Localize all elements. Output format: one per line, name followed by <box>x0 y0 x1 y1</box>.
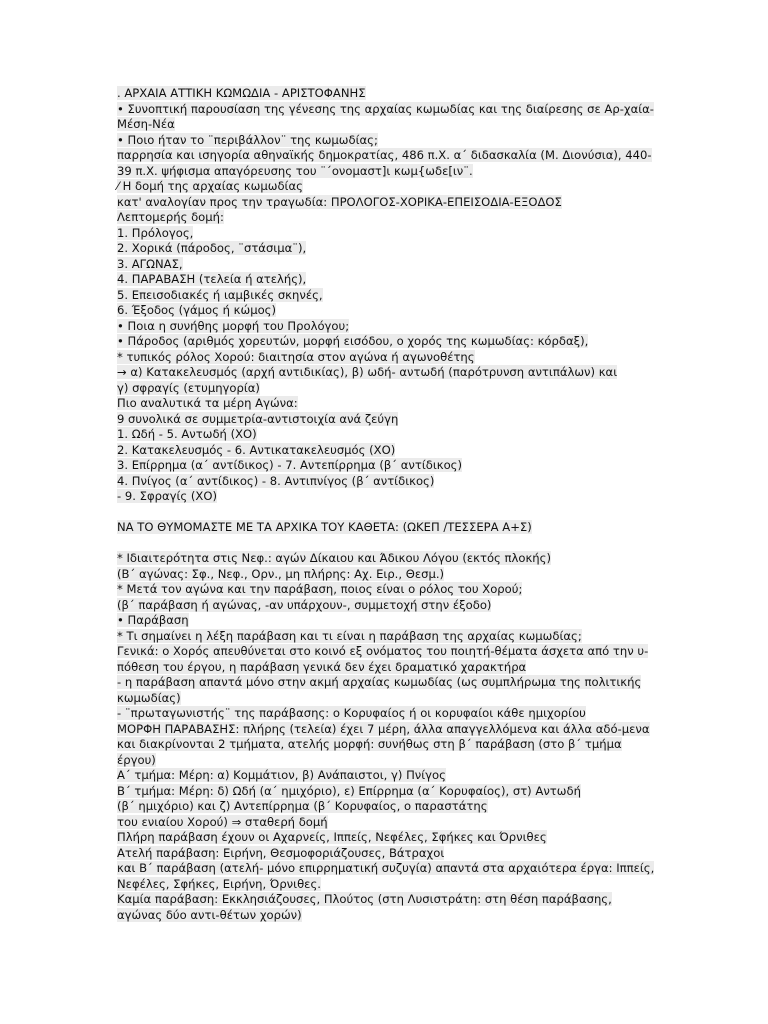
blank-line <box>117 536 657 552</box>
text-line <box>117 412 657 428</box>
text-line <box>117 567 657 583</box>
text-line <box>117 846 657 862</box>
text-line-content: 2. Χορικά (πάροδος, ¨στάσιμα¨), <box>117 241 307 255</box>
text-line-content: 39 π.Χ. ψήφισμα απαγόρευσης του ¨΄ονομαστ]ι κωμ{ωδε[ιν¨. <box>117 163 473 178</box>
text-line <box>117 706 657 722</box>
text-line <box>117 691 657 707</box>
text-line-content: Α΄ τμήμα: Μέρη: α) Κομμάτιον, β) Ανάπαιστοι, γ) Πνίγος <box>117 768 446 782</box>
text-line-content: και διακρίνονται 2 τμήματα, ατελής μορφή: συνήθως στη β΄ παράβαση (στο β΄ τμήμα <box>117 737 622 751</box>
text-line-content: 4. Πνίγος (α΄ αντίδικος) - 8. Αντιπνίγος (β΄ αντίδικος) <box>117 473 435 488</box>
text-line <box>117 86 657 102</box>
text-line-content: Γενικά: ο Χορός απευθύνεται στο κοινό εξ ονόματος του ποιητή-θέματα άσχετα από την υ- <box>117 644 649 658</box>
text-line <box>117 892 657 908</box>
text-line-content: 5. Επεισοδιακές ή ιαμβικές σκηνές, <box>117 287 323 302</box>
text-line-content: Β΄ τμήμα: Μέρη: δ) Ωδή (α΄ ημιχόριο), ε) Επίρρημα (α΄ Κορυφαίος), στ) Αντωδή <box>117 783 581 798</box>
text-line-content: - 9. Σφραγίς (ΧΟ) <box>117 489 217 503</box>
text-line <box>117 815 657 831</box>
text-line <box>117 365 657 381</box>
text-line <box>117 241 657 257</box>
text-line-content: Πλήρη παράβαση έχουν οι Αχαρνείς, Ιππείς, Νεφέλες, Σφήκες και Όρνιθες <box>117 830 547 844</box>
text-line <box>117 458 657 474</box>
text-line-content: κατ' αναλογίαν προς την τραγωδία: ΠΡΟΛΟΓΟΣ-ΧΟΡΙΚΑ-ΕΠΕΙΣΟΔΙΑ-ΕΞΟΔΟΣ <box>117 194 562 209</box>
text-line <box>117 195 657 211</box>
text-line <box>117 613 657 629</box>
text-line <box>117 427 657 443</box>
text-line-content: 1. Ωδή - 5. Αντωδή (ΧΟ) <box>117 427 257 441</box>
text-line <box>117 675 657 691</box>
text-line-content: 3. ΑΓΩΝΑΣ, <box>117 256 183 271</box>
text-line <box>117 551 657 567</box>
text-line-content: ΝΑ ΤΟ ΘΥΜΟΜΑΣΤΕ ΜΕ ΤΑ ΑΡΧΙΚΑ ΤΟΥ ΚΑΘΕΤΑ: (ΩΚΕΠ /ΤΕΣΣΕΡΑ Α+Σ) <box>117 520 532 534</box>
text-line <box>117 334 657 350</box>
text-line-content: 2. Κατακελευσμός - 6. Αντικατακελευσμός (ΧΟ) <box>117 442 396 457</box>
text-line-content: (β΄ παράβαση ή αγώνας, -αν υπάρχουν-, συμμετοχή στην έξοδο) <box>117 597 492 612</box>
text-line-content: 1. Πρόλογος, <box>117 225 194 240</box>
text-line <box>117 830 657 846</box>
text-line <box>117 489 657 505</box>
text-line-content: • Πάροδος (αριθμός χορευτών, μορφή εισόδου, ο χορός της κωμωδίας: κόρδαξ), <box>117 334 589 348</box>
text-line-content: γ) σφραγίς (ετυμηγορία) <box>117 380 260 395</box>
text-line-content: και Β΄ παράβαση (ατελή- μόνο επιρρηματική συζυγία) απαντά στα αρχαιότερα έργα: Ιππείς, <box>117 861 655 875</box>
text-line <box>117 644 657 660</box>
text-line <box>117 164 657 180</box>
text-line-content: αγώνας δύο αντι-θέτων χορών) <box>117 907 302 922</box>
text-line <box>117 257 657 273</box>
text-line-content: • Ποιο ήταν το ¨περιβάλλον¨ της κωμωδίας; <box>117 132 378 147</box>
text-line-content: 6. Έξοδος (γάμος ή κώμος) <box>117 303 276 317</box>
text-line <box>117 303 657 319</box>
text-line-content: 3. Επίρρημα (α΄ αντίδικος) - 7. Αντεπίρρημα (β΄ αντίδικος) <box>117 458 463 472</box>
text-line-content: ⁄ Η δομή της αρχαίας κωμωδίας <box>117 179 303 193</box>
text-line-content: κωμωδίας) <box>117 690 181 705</box>
text-line-content: → α) Κατακελευσμός (αρχή αντιδικίας), β) ωδή- αντωδή (παρότρυνση αντιπάλων) και <box>117 365 618 379</box>
text-line-content: Ατελή παράβαση: Ειρήνη, Θεσμοφοριάζουσες, Βάτραχοι <box>117 845 445 860</box>
text-line <box>117 877 657 893</box>
text-line <box>117 210 657 226</box>
text-line-content: έργου) <box>117 752 156 767</box>
text-line-content: παρρησία και ισηγορία αθηναϊκής δημοκρατίας, 486 π.Χ. α΄ διδασκαλία (Μ. Διονύσια), 440- <box>117 148 652 162</box>
text-line <box>117 179 657 195</box>
text-line-content: Πιο αναλυτικά τα μέρη Αγώνα: <box>117 396 298 410</box>
text-line <box>117 629 657 645</box>
text-line <box>117 582 657 598</box>
text-line-content: Νεφέλες, Σφήκες, Ειρήνη, Όρνιθες. <box>117 876 321 891</box>
text-line <box>117 381 657 397</box>
blank-line <box>117 505 657 521</box>
text-line-content: 9 συνολικά σε συμμετρία-αντιστοιχία ανά ζεύγη <box>117 411 399 426</box>
text-line-content: Καμία παράβαση: Εκκλησιάζουσες, Πλούτος (στη Λυσιστράτη: στη θέση παράβασης, <box>117 892 612 906</box>
text-line-content: - ¨πρωταγωνιστής¨ της παράβασης: ο Κορυφαίος ή οι κορυφαίοι κάθε ημιχορίου <box>117 706 586 720</box>
text-line <box>117 443 657 459</box>
text-line-content: - η παράβαση απαντά μόνο στην ακμή αρχαίας κωμωδίας (ως συμπλήρωμα της πολιτικής <box>117 675 642 689</box>
text-line <box>117 226 657 242</box>
text-line <box>117 272 657 288</box>
text-line <box>117 350 657 366</box>
text-line-content: του ενιαίου Χορού) ⇒ σταθερή δομή <box>117 814 328 829</box>
text-line <box>117 474 657 490</box>
text-line <box>117 768 657 784</box>
text-line <box>117 319 657 335</box>
text-line-content: * Μετά τον αγώνα και την παράβαση, ποιος είναι ο ρόλος του Χορού; <box>117 582 523 596</box>
text-line <box>117 598 657 614</box>
text-line <box>117 908 657 924</box>
text-line-content: • Παράβαση <box>117 613 189 627</box>
text-line-content: (Β΄ αγώνας: Σφ., Νεφ., Ορν., μη πλήρης: Αχ. Ειρ., Θεσμ.) <box>117 566 445 581</box>
text-line <box>117 148 657 164</box>
text-line-content: • Συνοπτική παρουσίαση της γένεσης της αρχαίας κωμωδίας και της διαίρεσης σε Αρ-χαία- <box>117 101 654 116</box>
text-line <box>117 722 657 738</box>
text-line-content: * τυπικός ρόλος Χορού: διαιτησία στον αγώνα ή αγωνοθέτης <box>117 349 475 364</box>
text-line <box>117 520 657 536</box>
text-line-content: * Τι σημαίνει η λέξη παράβαση και τι είναι η παράβαση της αρχαίας κωμωδίας; <box>117 628 582 643</box>
text-line-content: Λεπτομερής δομή: <box>117 210 224 224</box>
text-line <box>117 660 657 676</box>
text-line-content: * Ιδιαιτερότητα στις Νεφ.: αγών Δίκαιου και Άδικου Λόγου (εκτός πλοκής) <box>117 551 551 565</box>
text-line <box>117 396 657 412</box>
text-line <box>117 861 657 877</box>
text-line <box>117 102 657 118</box>
text-line <box>117 784 657 800</box>
text-line <box>117 288 657 304</box>
text-line-content: Μέση-Νέα <box>117 117 175 131</box>
text-line-content: ΜΟΡΦΗ ΠΑΡΑΒΑΣΗΣ: πλήρης (τελεία) έχει 7 μέρη, άλλα απαγγελλόμενα και άλλα αδό-μενα <box>117 721 650 736</box>
text-line-content: (β΄ ημιχόριο) και ζ) Αντεπίρρημα (β΄ Κορυφαίος, ο παραστάτης <box>117 799 488 813</box>
text-line <box>117 753 657 769</box>
text-line-content: • Ποια η συνήθης μορφή του Προλόγου; <box>117 318 350 333</box>
text-line <box>117 799 657 815</box>
text-line-content: . ΑΡΧΑΙΑ ΑΤΤΙΚΗ ΚΩΜΩΔΙΑ - ΑΡΙΣΤΟΦΑΝΗΣ <box>117 86 366 100</box>
text-line-content: 4. ΠΑΡΑΒΑΣΗ (τελεία ή ατελής), <box>117 272 307 286</box>
document-text <box>117 86 657 923</box>
text-line <box>117 737 657 753</box>
text-line <box>117 133 657 149</box>
text-line <box>117 117 657 133</box>
text-line-content: πόθεση του έργου, η παράβαση γενικά δεν έχει δραματικό χαρακτήρα <box>117 659 527 674</box>
